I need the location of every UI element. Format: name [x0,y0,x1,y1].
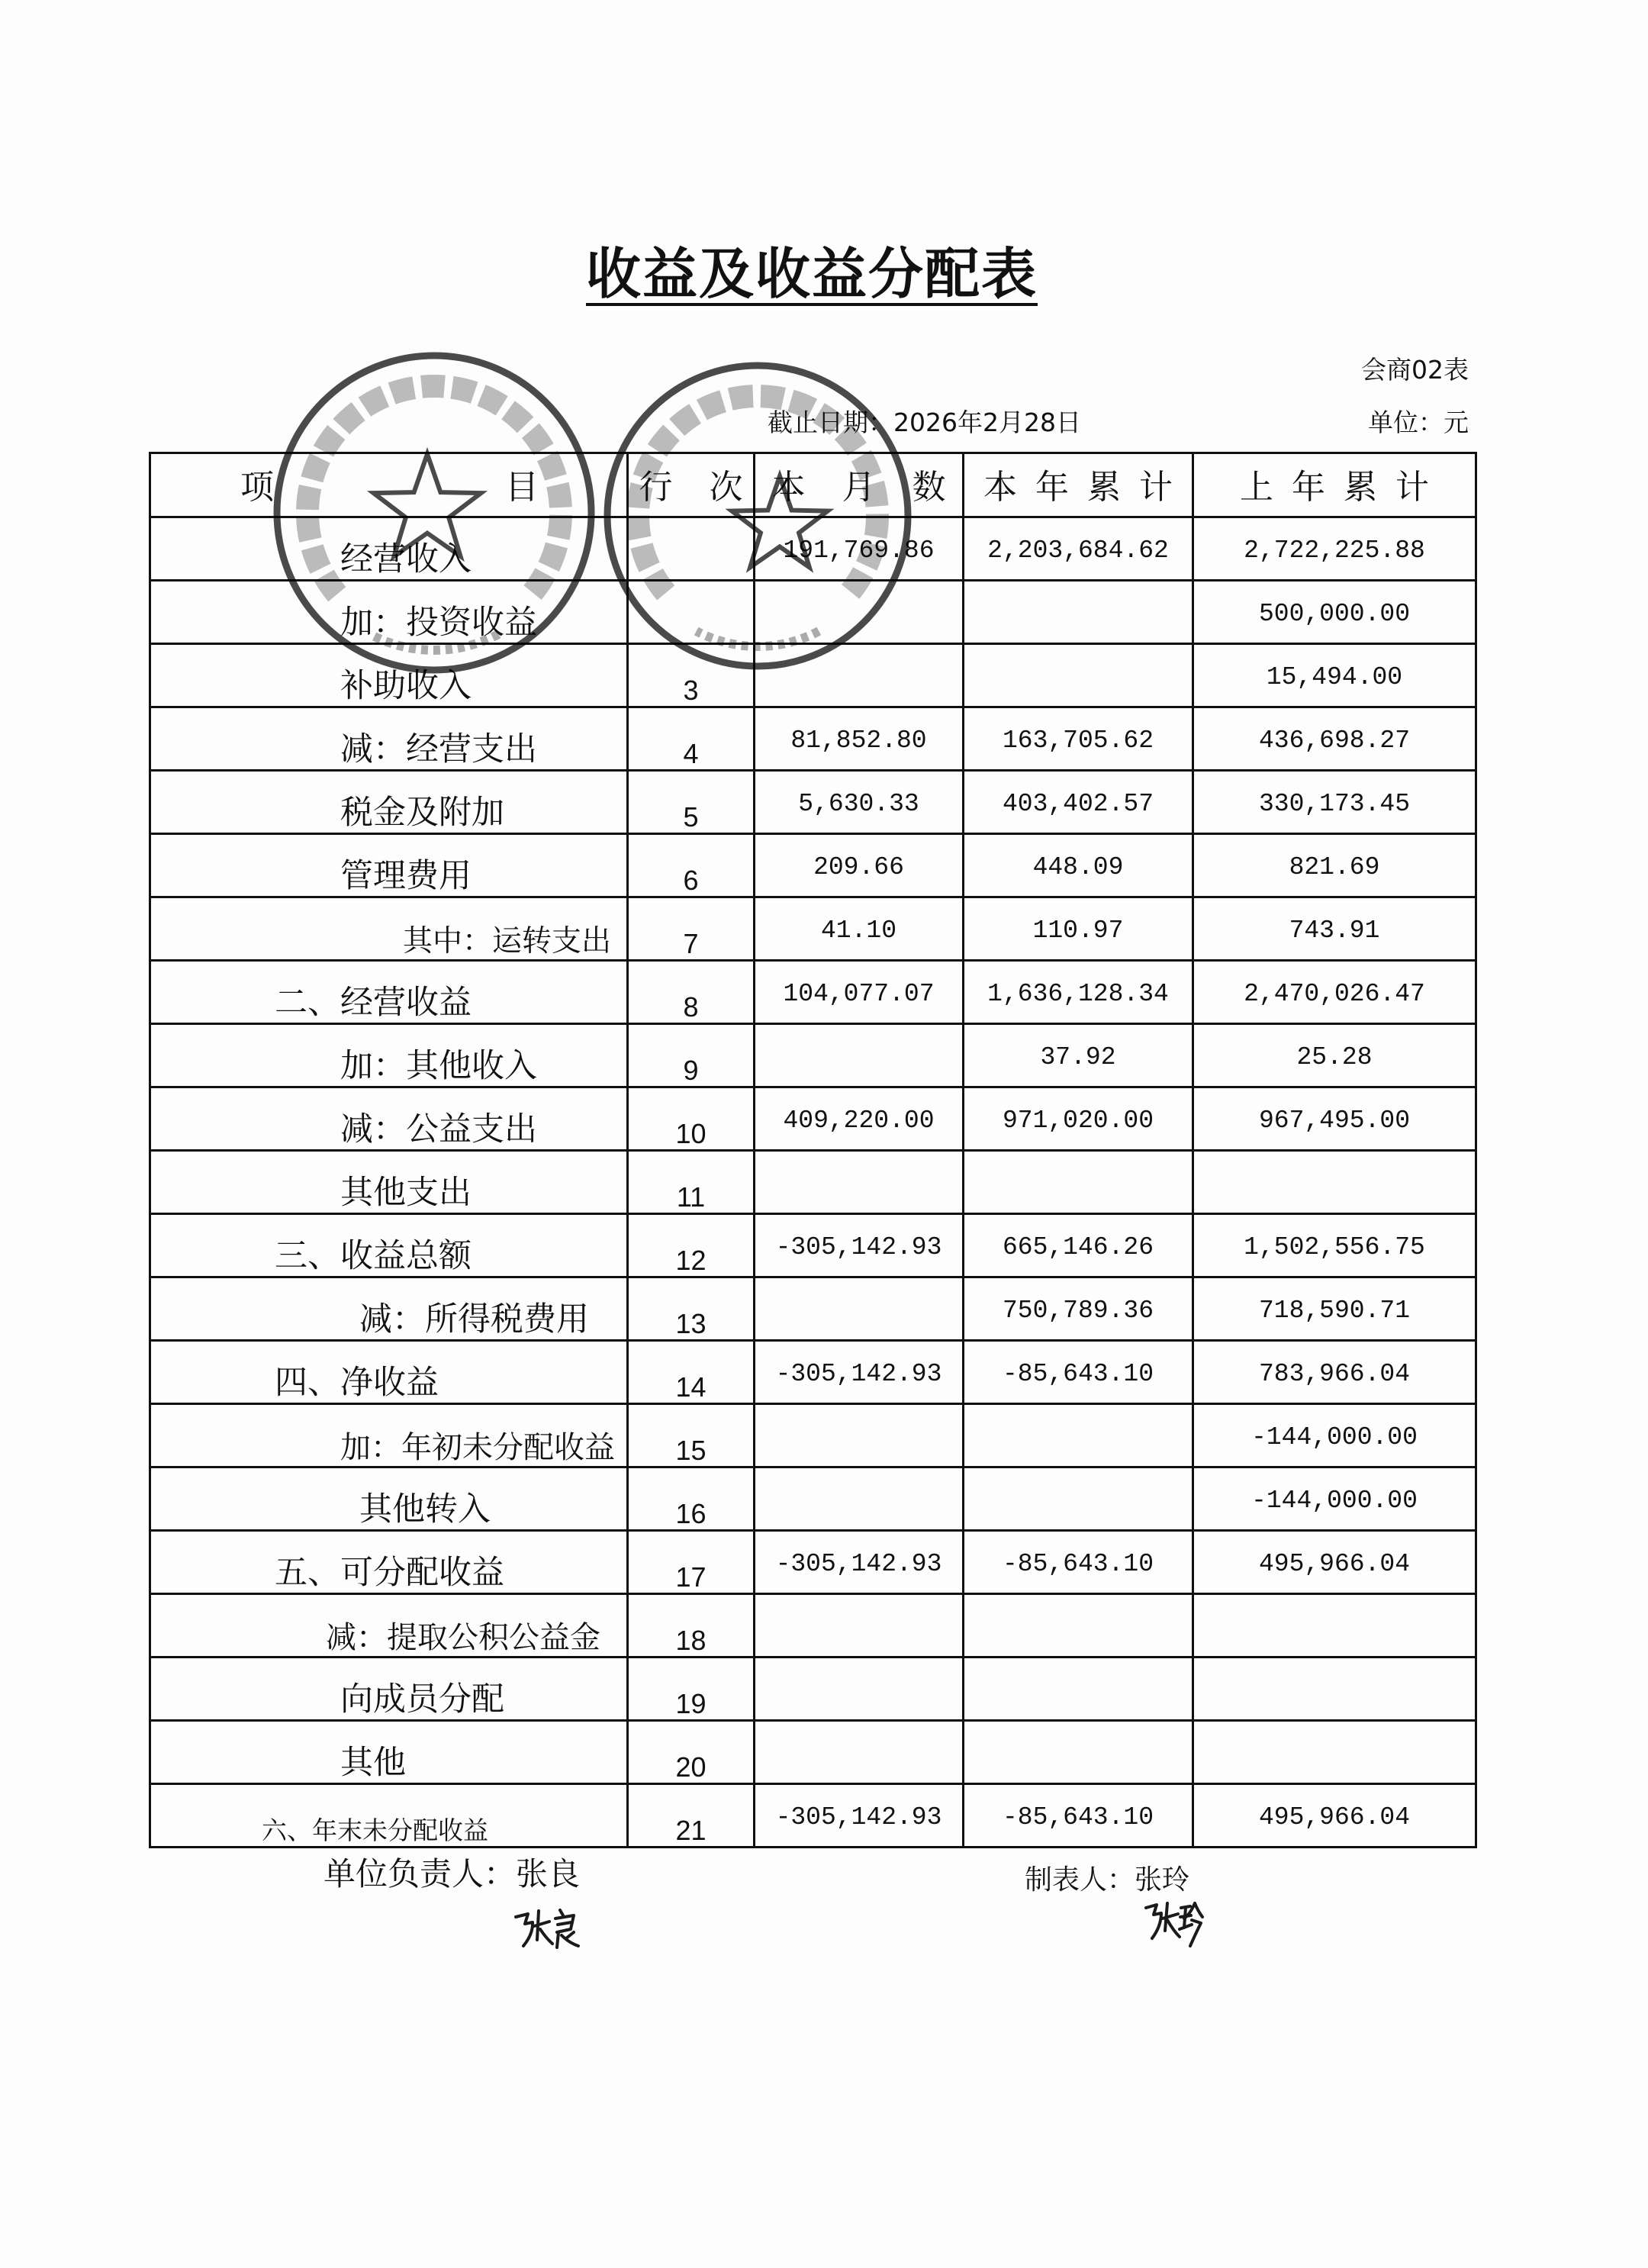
signature-manager [516,1910,578,1947]
current-month-cell [755,1088,964,1152]
item-cell [151,1405,629,1468]
row-year-to-date-value: 37.92 [1040,1043,1116,1071]
footer-preparer: 制表人：张玲 [1025,1864,1190,1896]
year-to-date-cell [964,1405,1194,1468]
column-header-year-to-date [964,454,1194,518]
prior-year-cell [1194,1405,1477,1468]
row-item-label: 其他转入 [359,1490,491,1529]
item-cell [151,1595,629,1658]
row-current-month-value: 104,077.07 [783,980,935,1008]
item-cell [151,1088,629,1152]
year-to-date-cell [964,1152,1194,1215]
row-year-to-date-value: 448.09 [1032,853,1124,881]
row-prior-year-value: 2,722,225.88 [1244,536,1425,565]
row-line-number: 13 [675,1308,707,1339]
current-month-cell [755,1025,964,1088]
row-year-to-date-value: -85,643.10 [1002,1550,1154,1578]
row-line-number: 14 [675,1371,707,1403]
row-item-label: 减：公益支出 [340,1110,537,1148]
row-prior-year-value: -144,000.00 [1251,1487,1418,1515]
current-month-cell [755,772,964,835]
current-month-cell [755,1785,964,1848]
item-cell [151,708,629,772]
line-no-cell [629,1405,755,1468]
row-prior-year-value: 1,502,556.75 [1244,1233,1425,1261]
prior-year-cell [1194,772,1477,835]
document-title-block [0,242,1624,306]
year-to-date-cell [964,581,1194,645]
row-year-to-date-value: 163,705.62 [1002,726,1154,755]
item-cell [151,1215,629,1278]
year-to-date-cell [964,1532,1194,1595]
row-item-label: 补助收入 [340,667,472,705]
row-year-to-date-value: 1,636,128.34 [987,980,1169,1008]
year-to-date-cell [964,962,1194,1025]
row-item-label: 其他 [340,1744,406,1782]
line-no-cell [629,898,755,962]
year-to-date-cell [964,1722,1194,1785]
prior-year-cell [1194,708,1477,772]
row-line-number: 17 [675,1561,707,1593]
row-prior-year-value: 436,698.27 [1258,726,1411,755]
line-no-cell [629,708,755,772]
year-to-date-cell [964,1215,1194,1278]
current-month-cell [755,1595,964,1658]
line-no-cell [629,1468,755,1532]
line-no-cell [629,1658,755,1722]
prior-year-cell [1194,1088,1477,1152]
prior-year-cell [1194,1595,1477,1658]
row-current-month-value: 41.10 [820,917,897,945]
row-line-number: 21 [675,1815,707,1846]
item-cell [151,1468,629,1532]
row-prior-year-value: -144,000.00 [1251,1423,1418,1451]
year-to-date-cell [964,1025,1194,1088]
current-month-cell [755,1532,964,1595]
current-month-cell [755,581,964,645]
year-to-date-cell [964,1278,1194,1342]
current-month-cell [755,1658,964,1722]
row-current-month-value: -305,142.93 [775,1803,942,1831]
line-no-cell [629,581,755,645]
line-no-cell [629,1152,755,1215]
row-prior-year-value: 967,495.00 [1258,1107,1411,1135]
row-line-number: 10 [675,1118,707,1149]
current-month-cell [755,708,964,772]
item-cell [151,1025,629,1088]
row-year-to-date-value: -85,643.10 [1002,1360,1154,1388]
current-month-cell [755,518,964,581]
row-current-month-value: 81,852.80 [790,726,927,755]
row-line-number: 12 [675,1245,707,1276]
line-no-cell [629,645,755,708]
row-item-label: 其他支出 [340,1174,472,1212]
line-no-cell [629,1088,755,1152]
row-prior-year-value: 2,470,026.47 [1244,980,1425,1008]
row-year-to-date-value: 2,203,684.62 [987,536,1169,565]
item-cell [151,581,629,645]
line-no-cell [629,962,755,1025]
item-cell [151,1532,629,1595]
prior-year-cell [1194,645,1477,708]
column-header-year-to-date-label: 本 年 累 计 [983,468,1173,507]
line-no-cell [629,772,755,835]
row-year-to-date-value: 110.97 [1032,917,1124,945]
footer-unit-manager: 单位负责人：张良 [323,1855,581,1893]
row-year-to-date-value: 665,146.26 [1002,1233,1154,1261]
item-cell [151,1342,629,1405]
current-month-cell [755,1722,964,1785]
row-item-label: 加：其他收入 [340,1047,537,1085]
row-line-number: 3 [683,675,699,706]
year-to-date-cell [964,1595,1194,1658]
row-prior-year-value: 783,966.04 [1258,1360,1411,1388]
year-to-date-cell [964,772,1194,835]
item-cell [151,1658,629,1722]
year-to-date-cell [964,708,1194,772]
row-current-month-value: 409,220.00 [783,1107,935,1135]
row-line-number: 6 [683,865,699,896]
row-item-label: 五、可分配收益 [275,1554,504,1592]
current-month-cell [755,1405,964,1468]
income-distribution-table [149,452,1477,1848]
row-item-label: 加：投资收益 [340,604,537,642]
prior-year-cell [1194,1722,1477,1785]
line-no-cell [629,1532,755,1595]
prior-year-cell [1194,1278,1477,1342]
line-no-cell [629,1215,755,1278]
column-header-item-char: 项 [240,468,274,507]
as-of-date: 截止日期：2026年2月28日 [768,408,1081,437]
document-title: 收益及收益分配表 [585,242,1038,306]
row-prior-year-value: 821.69 [1289,853,1380,881]
prior-year-cell [1194,518,1477,581]
row-line-number: 5 [683,801,699,833]
row-prior-year-value: 25.28 [1296,1043,1373,1071]
current-month-cell [755,1342,964,1405]
line-no-cell [629,518,755,581]
item-cell [151,1722,629,1785]
row-item-label: 减：经营支出 [340,730,537,768]
row-item-label: 经营收入 [340,540,472,578]
row-line-number: 18 [675,1625,707,1656]
year-to-date-cell [964,898,1194,962]
row-year-to-date-value: 750,789.36 [1002,1297,1154,1325]
current-month-cell [755,835,964,898]
signature-stroke [1146,1903,1202,1946]
row-line-number: 20 [675,1751,707,1783]
row-item-label: 管理费用 [340,857,472,895]
prior-year-cell [1194,1532,1477,1595]
row-item-label: 三、收益总额 [275,1237,472,1275]
row-prior-year-value: 718,590.71 [1258,1297,1411,1325]
prior-year-cell [1194,1215,1477,1278]
column-header-current-month-label: 本 月 数 [771,468,946,507]
row-item-label: 其中：运转支出 [403,924,612,958]
row-year-to-date-value: 403,402.57 [1002,790,1154,818]
current-month-cell [755,1152,964,1215]
row-line-number: 16 [675,1498,707,1529]
row-year-to-date-value: -85,643.10 [1002,1803,1154,1831]
item-cell [151,962,629,1025]
form-code: 会商02表 [1361,355,1469,385]
column-header-current-month [755,454,964,518]
column-header-line-no-label: 行 次 [639,468,743,507]
prior-year-cell [1194,898,1477,962]
year-to-date-cell [964,835,1194,898]
prior-year-cell [1194,1785,1477,1848]
row-line-number: 4 [683,738,699,769]
line-no-cell [629,1595,755,1658]
row-current-month-value: 209.66 [813,853,904,881]
item-cell [151,1152,629,1215]
row-item-label: 加：年初未分配收益 [340,1430,615,1465]
line-no-cell [629,1785,755,1848]
row-item-label: 向成员分配 [340,1680,504,1719]
row-current-month-value: -305,142.93 [775,1233,942,1261]
row-prior-year-value: 15,494.00 [1266,663,1403,691]
item-cell [151,772,629,835]
current-month-cell [755,645,964,708]
prior-year-cell [1194,581,1477,645]
year-to-date-cell [964,645,1194,708]
row-line-number: 7 [683,928,699,959]
row-current-month-value: 5,630.33 [798,790,919,818]
column-header-item [151,454,629,518]
row-current-month-value: 191,769.86 [783,536,935,565]
row-item-label: 减：提取公积公益金 [326,1620,600,1655]
item-cell [151,1278,629,1342]
prior-year-cell [1194,1658,1477,1722]
row-item-label: 税金及附加 [340,794,504,832]
signature-stroke [516,1910,578,1947]
prior-year-cell [1194,1025,1477,1088]
row-line-number: 8 [683,991,699,1023]
row-line-number: 15 [675,1435,707,1466]
current-month-cell [755,1278,964,1342]
line-no-cell [629,1722,755,1785]
row-line-number: 19 [675,1688,707,1719]
row-current-month-value: -305,142.93 [775,1360,942,1388]
prior-year-cell [1194,962,1477,1025]
line-no-cell [629,1025,755,1088]
item-cell [151,1785,629,1848]
prior-year-cell [1194,1468,1477,1532]
row-prior-year-value: 495,966.04 [1258,1550,1411,1578]
year-to-date-cell [964,518,1194,581]
prior-year-cell [1194,835,1477,898]
column-header-prior-year-label: 上 年 累 计 [1240,468,1429,507]
year-to-date-cell [964,1658,1194,1722]
row-year-to-date-value: 971,020.00 [1002,1107,1154,1135]
year-to-date-cell [964,1468,1194,1532]
currency-unit: 单位：元 [1368,408,1469,437]
item-cell [151,645,629,708]
item-cell [151,835,629,898]
signature-preparer [1146,1903,1202,1946]
row-current-month-value: -305,142.93 [775,1550,942,1578]
item-cell [151,518,629,581]
current-month-cell [755,898,964,962]
line-no-cell [629,835,755,898]
row-prior-year-value: 330,173.45 [1258,790,1411,818]
row-item-label: 四、净收益 [275,1364,439,1402]
year-to-date-cell [964,1342,1194,1405]
row-line-number: 9 [683,1055,699,1086]
column-header-line-no [629,454,755,518]
row-item-label: 二、经营收益 [275,984,472,1022]
line-no-cell [629,1342,755,1405]
prior-year-cell [1194,1152,1477,1215]
row-line-number: 11 [676,1181,706,1213]
current-month-cell [755,1468,964,1532]
current-month-cell [755,962,964,1025]
item-cell [151,898,629,962]
row-item-label: 减：所得税费用 [359,1300,589,1339]
year-to-date-cell [964,1088,1194,1152]
line-no-cell [629,1278,755,1342]
column-header-prior-year [1194,454,1477,518]
column-header-item-char: 目 [505,468,539,507]
row-prior-year-value: 743.91 [1289,917,1380,945]
prior-year-cell [1194,1342,1477,1405]
row-item-label: 六、年末未分配收益 [262,1815,488,1845]
current-month-cell [755,1215,964,1278]
row-prior-year-value: 500,000.00 [1258,600,1411,628]
year-to-date-cell [964,1785,1194,1848]
row-prior-year-value: 495,966.04 [1258,1803,1411,1831]
